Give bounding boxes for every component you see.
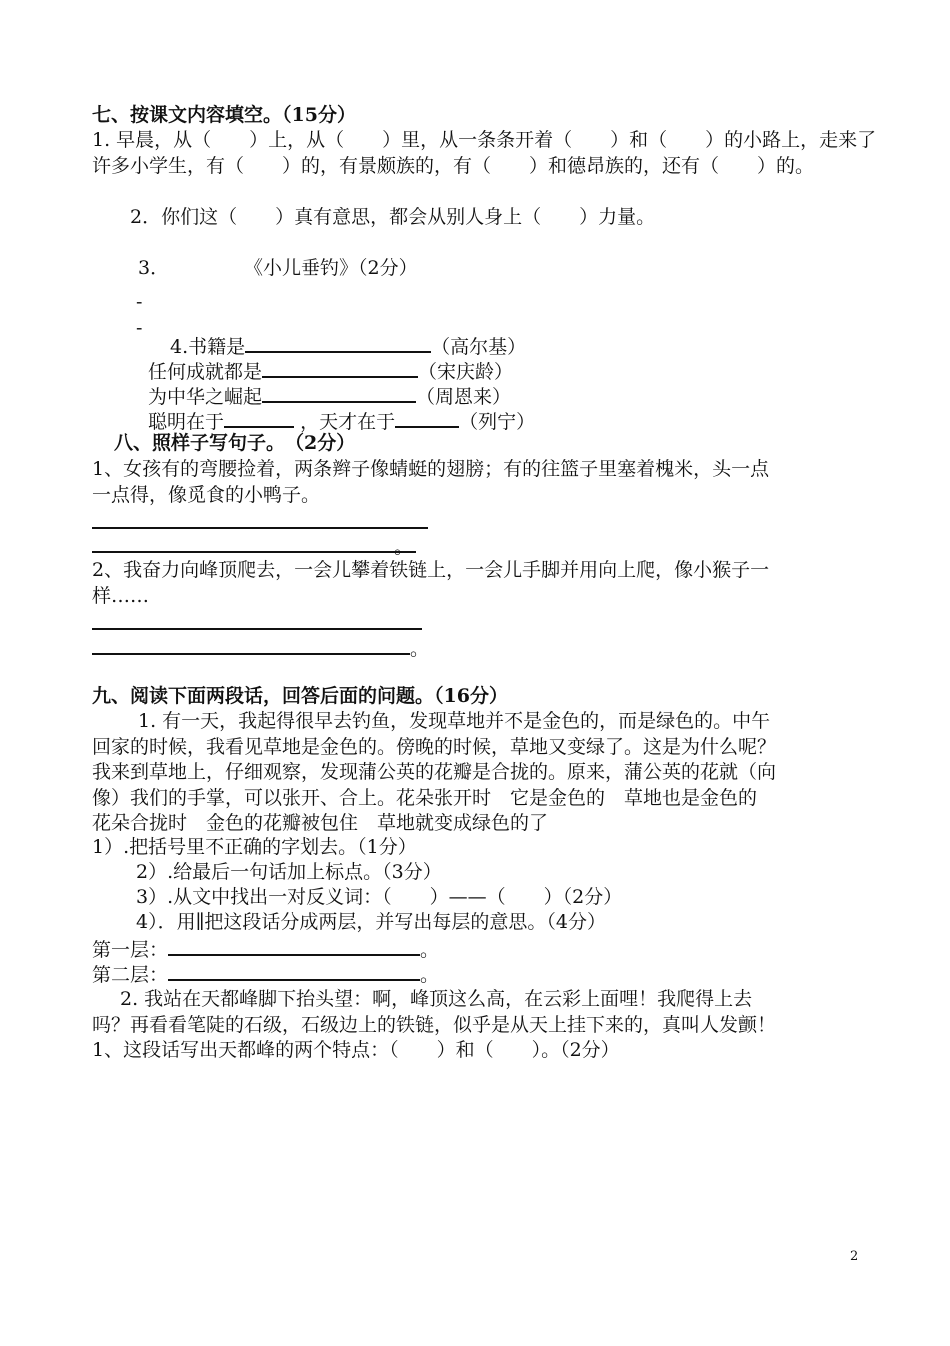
q4-d-text-2: ，天才在于 <box>300 411 396 433</box>
sec9-p2-q1: 1、这段话写出天都峰的两个特点：（ ）和（ ）。（2分） <box>92 1039 620 1061</box>
layer-1-row <box>92 936 439 962</box>
dash-1: - <box>136 291 143 313</box>
answer-line[interactable] <box>92 551 416 553</box>
period-mark: 。 <box>420 939 440 961</box>
sec9-p1-line3: 我来到草地上，仔细观察，发现蒲公英的花瓣是合拢的。原来，蒲公英的花就（向 <box>92 761 777 783</box>
sec8-ex1-line1: 1、女孩有的弯腰捡着，两条辫子像蜻蜓的翅膀；有的往篮子里塞着槐米，头一点 <box>92 458 770 480</box>
sec7-q4-line-a <box>170 333 526 359</box>
layer-2-row <box>92 961 439 987</box>
section-8-heading: 八、照样子写句子。 （2分） <box>114 432 356 454</box>
answer-blank[interactable] <box>395 408 459 428</box>
sec9-p2-line1: 2. 我站在天都峰脚下抬头望：啊，峰顶这么高，在云彩上面哩！我爬得上去 <box>120 988 753 1010</box>
sec7-q1-line2: 许多小学生，有（ ）的，有景颇族的，有（ ）和德昂族的，还有（ ）的。 <box>92 155 815 177</box>
sec9-q3: 3）.从文中找出一对反义词：（ ）——（ ）（2分） <box>136 886 623 908</box>
sec9-p1-line4: 像）我们的手掌，可以张开、合上。花朵张开时 它是金色的 草地也是金色的 <box>92 787 758 809</box>
answer-blank[interactable] <box>168 961 420 981</box>
sec9-q4: 4）．用∥把这段话分成两层，并写出每层的意思。（4分） <box>136 911 606 933</box>
q4-a-text: 4.书籍是 <box>170 336 246 358</box>
layer-2-label: 第二层： <box>92 964 169 986</box>
sec7-q2: 2．你们这（ ）真有意思，都会从别人身上（ ）力量。 <box>130 206 656 228</box>
sec9-p1-line1: 1. 有一天，我起得很早去钓鱼，发现草地并不是金色的，而是绿色的。中午 <box>138 710 771 732</box>
answer-line[interactable] <box>92 527 428 529</box>
sec7-q3-number: 3． <box>138 257 170 279</box>
q4-b-text: 任何成就都是 <box>148 361 263 383</box>
answer-blank[interactable] <box>262 383 416 403</box>
q4-b-source: （宋庆龄） <box>418 361 514 383</box>
sec8-ex2-line2: 样…… <box>92 585 150 607</box>
sec7-q3-title: 《小儿垂钓》（2分） <box>244 257 418 279</box>
answer-blank[interactable] <box>224 408 294 428</box>
layer-1-label: 第一层： <box>92 939 169 961</box>
answer-line[interactable] <box>92 653 410 655</box>
sec9-p1-line2: 回家的时候，我看见草地是金色的。傍晚的时候，草地又变绿了。这是为什么呢？ <box>92 736 777 758</box>
sec8-ex1-line2: 一点得，像觅食的小鸭子。 <box>92 484 321 506</box>
sec7-q1-line1: 1. 早晨，从（ ）上，从（ ）里，从一条条开着（ ）和（ ）的小路上，走来了 <box>92 129 877 151</box>
q4-d-source: （列宁） <box>459 411 536 433</box>
sec9-p2-line2: 吗？再看看笔陡的石级，石级边上的铁链，似乎是从天上挂下来的，真叫人发颤！ <box>92 1014 777 1036</box>
sec9-q1: 1）.把括号里不正确的字划去。（1分） <box>92 836 417 858</box>
answer-line[interactable] <box>92 628 422 630</box>
q4-a-source: （高尔基） <box>431 336 527 358</box>
q4-c-text: 为中华之崛起 <box>148 386 263 408</box>
sec9-p1-line5: 花朵合拢时 金色的花瓣被包住 草地就变成绿色的了 <box>92 812 549 834</box>
section-7-heading: 七、按课文内容填空。（15分） <box>92 104 356 126</box>
period-mark: 。 <box>394 536 414 558</box>
answer-blank[interactable] <box>245 333 431 353</box>
answer-blank[interactable] <box>262 358 418 378</box>
sec8-ex2-line1: 2、我奋力向峰顶爬去，一会儿攀着铁链上，一会儿手脚并用向上爬，像小猴子一 <box>92 559 770 581</box>
period-mark: 。 <box>410 638 430 660</box>
q4-d-text-1: 聪明在于 <box>148 411 225 433</box>
sec7-q4-line-b <box>148 358 513 384</box>
page-number: 2 <box>850 1249 859 1264</box>
sec7-q4-line-c <box>148 383 511 409</box>
period-mark: 。 <box>420 964 440 986</box>
section-9-heading: 九、阅读下面两段话，回答后面的问题。（16分） <box>92 685 508 707</box>
sec9-q2: 2）.给最后一句话加上标点。（3分） <box>136 861 442 883</box>
q4-c-source: （周恩来） <box>416 386 512 408</box>
answer-blank[interactable] <box>168 936 420 956</box>
dash-2: - <box>136 317 143 339</box>
